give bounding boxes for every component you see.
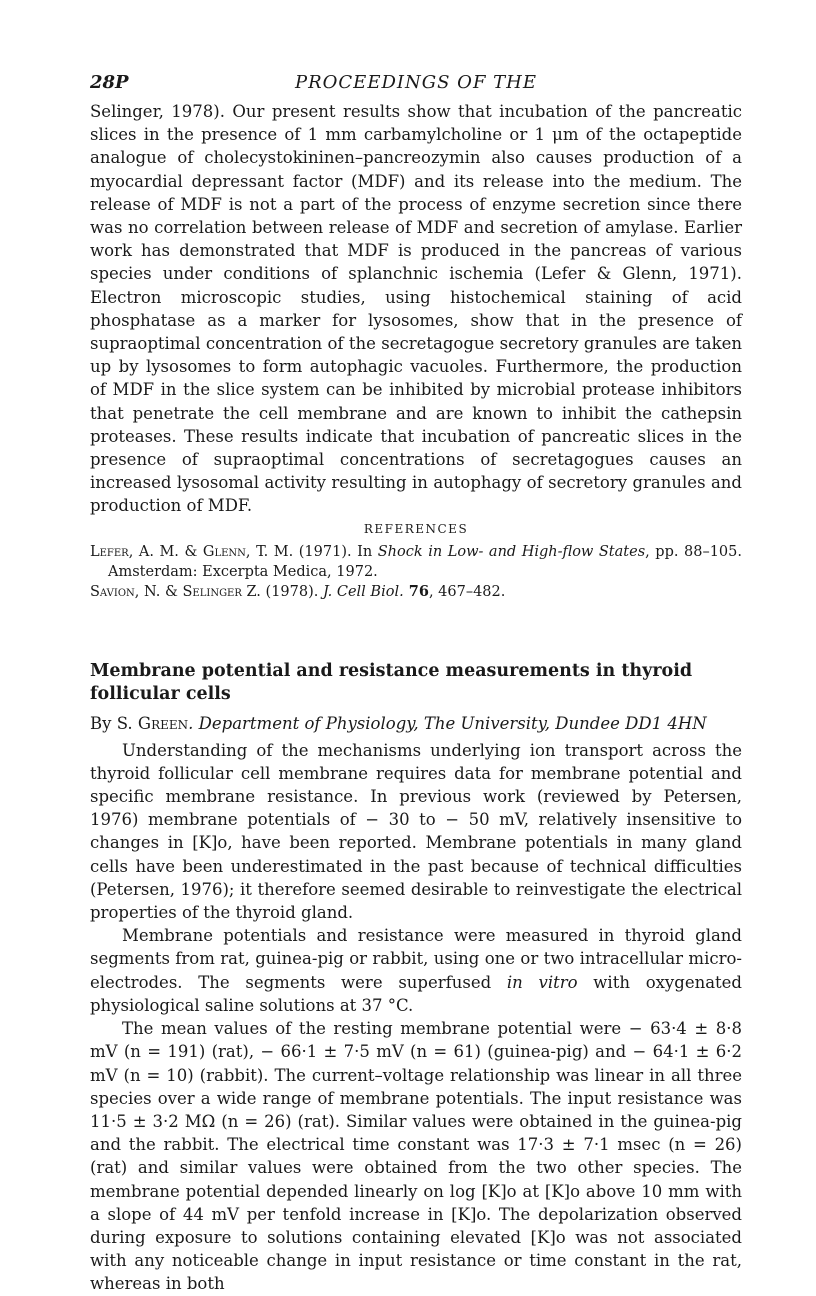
body-paragraph: The mean values of the resting membrane potential were − 63·4 ± 8·8 mV (n = 191) (rat), − 66·1 ± 7·5 mV (n = 61) (guinea-pig) and − 64·1 ± 6·2 mV (n = 10) (rabbit). The current–voltage relationship was linear in all three species over a wide range of membrane potentials. The input resistance was 11·5 ± 3·2 MΩ (n = 26) (rat). Similar values were obtained in the guinea-pig and the rabbit. The electrical time constant was 17·3 ± 7·1 msec (n = 26) (rat) and similar values were obtained from the two other species. The membrane potential depended linearly on log [K]o at [K]o above 10 mm with a slope of 44 mV per tenfold increase in [K]o. The depolarization observed during exposure to solutions containing elevated [K]o was not associated with any noticeable change in input resistance or time constant in the rat, whereas in both — [90, 1019, 742, 1294]
reference-journal: J. Cell Biol. — [322, 583, 404, 600]
reference-year: (1978). — [260, 583, 323, 600]
body-paragraph — [90, 924, 742, 1017]
article-title: Membrane potential and resistance measurements in thyroid follicular cells — [90, 660, 693, 704]
reference-item — [90, 582, 742, 602]
body-italic: in vitro — [506, 972, 578, 992]
author-name: S. Green — [116, 713, 189, 733]
body-paragraph: Understanding of the mechanisms underlying ion transport across the thyroid follicular cell membrane requires data for membrane potential and specific membrane resistance. In previous work (reviewed by Petersen, 1976) membrane potentials of − 30 to − 50 mV, relatively insensitive to changes in [K]o, have been reported. Membrane potentials in many gland cells have been underestimated in the past because of technical difficulties (Petersen, 1976); it therefore seemed desirable to reinvestigate the electrical properties of the thyroid gland. — [90, 740, 742, 923]
reference-book: Shock in Low- and High-flow States — [377, 543, 646, 560]
page-number: 28P — [90, 72, 129, 93]
reference-authors: Lefer, A. M. & Glenn, T. M. — [90, 543, 294, 560]
continuation-paragraph: Selinger, 1978). Our present results show that incubation of the pancreatic slices in the presence of 1 mm carbamylcholine or 1 μm of the octapeptide analogue of cholecystokininen–pancreozymin also causes production of a myocardial depressant factor (MDF) and its release into the medium. The release of MDF is not a part of the process of enzyme secretion since there was no correlation between release of MDF and secretion of amylase. Earlier work has demonstrated that MDF is produced in the pancreas of various species under conditions of splanchnic ischemia (Lefer & Glenn, 1971). Electron microscopic studies, using histochemical staining of acid phosphatase as a marker for lysosomes, show that in the presence of supraoptimal concentration of the secretagogue secretory granules are taken up by lysosomes to form autophagic vacuoles. Furthermore, the production of MDF in the slice system can be inhibited by microbial protease inhibitors that penetrate the cell membrane and are known to inhibit the cathepsin proteases. These results indicate that incubation of pancreatic slices in the presence of supraoptimal concentrations of secretagogues causes an increased lysosomal activity resulting in autophagy of secretory granules and production of MDF. — [90, 102, 742, 516]
reference-year: (1971). In — [293, 543, 378, 560]
body-text: with oxygenated physiological saline solutions at 37 °C. — [90, 972, 742, 1015]
body-text: Membrane potentials and resistance were measured in thyroid gland segments from rat, guinea-pig or rabbit, using one or two intracellular micro-electrodes. The segments were superfused — [90, 926, 742, 992]
page — [90, 72, 742, 1296]
reference-item — [90, 542, 742, 582]
byline-prefix: By — [90, 713, 117, 733]
reference-rest: , pp. 88–105. Amsterdam: Excerpta Medica, 1972. — [108, 543, 742, 580]
references-heading: REFERENCES — [363, 521, 469, 536]
running-head: PROCEEDINGS OF THE — [294, 72, 537, 93]
author-affiliation: . Department of Physiology, The University, Dundee DD1 4HN — [188, 713, 707, 733]
reference-authors: Savion, N. & Selinger Z. — [90, 583, 261, 600]
reference-rest: , 467–482. — [428, 583, 506, 600]
reference-volume: 76 — [403, 582, 429, 600]
article-byline — [90, 712, 742, 735]
page-header — [90, 72, 742, 100]
